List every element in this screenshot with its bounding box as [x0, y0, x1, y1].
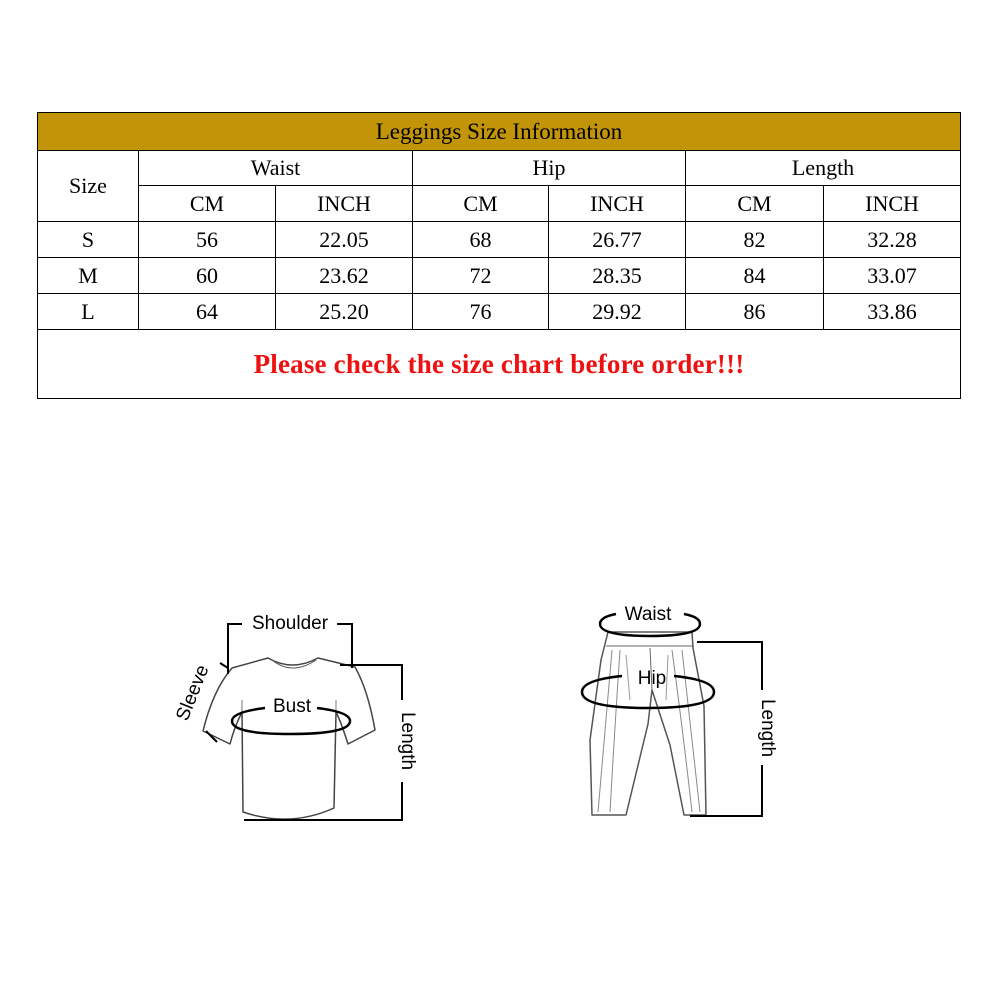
- shirt-length-label: Length: [397, 711, 418, 771]
- unit-header: INCH: [824, 186, 961, 222]
- value-cell: 26.77: [549, 222, 686, 258]
- value-cell: 25.20: [276, 294, 413, 330]
- value-cell: 23.62: [276, 258, 413, 294]
- value-cell: 22.05: [276, 222, 413, 258]
- pants-outline: [590, 632, 706, 815]
- measurement-illustrations: [0, 590, 1000, 840]
- size-table: [37, 112, 961, 399]
- value-cell: 72: [413, 258, 549, 294]
- size-cell: M: [38, 258, 139, 294]
- table-row: [38, 258, 961, 294]
- shoulder-label: Shoulder: [251, 613, 329, 634]
- pants-length-label: Length: [757, 698, 778, 758]
- value-cell: 60: [139, 258, 276, 294]
- value-cell: 76: [413, 294, 549, 330]
- tshirt-diagram: [172, 613, 418, 820]
- value-cell: 64: [139, 294, 276, 330]
- value-cell: 68: [413, 222, 549, 258]
- value-cell: 28.35: [549, 258, 686, 294]
- unit-header: CM: [413, 186, 549, 222]
- tshirt-outline: [203, 658, 375, 819]
- value-cell: 86: [686, 294, 824, 330]
- length-group-header: Length: [686, 151, 961, 186]
- bust-label: Bust: [272, 696, 312, 717]
- value-cell: 33.86: [824, 294, 961, 330]
- waist-group-header: Waist: [139, 151, 413, 186]
- sleeve-label: Sleeve: [172, 662, 214, 724]
- value-cell: 56: [139, 222, 276, 258]
- value-cell: 32.28: [824, 222, 961, 258]
- unit-header: INCH: [276, 186, 413, 222]
- hip-group-header: Hip: [413, 151, 686, 186]
- size-warning-note: Please check the size chart before order!!!: [38, 330, 961, 399]
- pants-diagram: [582, 604, 778, 816]
- hip-label: Hip: [637, 668, 667, 689]
- unit-header: INCH: [549, 186, 686, 222]
- table-row: [38, 222, 961, 258]
- unit-header: CM: [139, 186, 276, 222]
- size-cell: S: [38, 222, 139, 258]
- value-cell: 29.92: [549, 294, 686, 330]
- table-row: [38, 294, 961, 330]
- waist-label: Waist: [624, 604, 672, 625]
- table-title: Leggings Size Information: [38, 113, 961, 151]
- value-cell: 33.07: [824, 258, 961, 294]
- value-cell: 84: [686, 258, 824, 294]
- value-cell: 82: [686, 222, 824, 258]
- unit-header: CM: [686, 186, 824, 222]
- size-cell: L: [38, 294, 139, 330]
- size-column-header: Size: [38, 151, 139, 222]
